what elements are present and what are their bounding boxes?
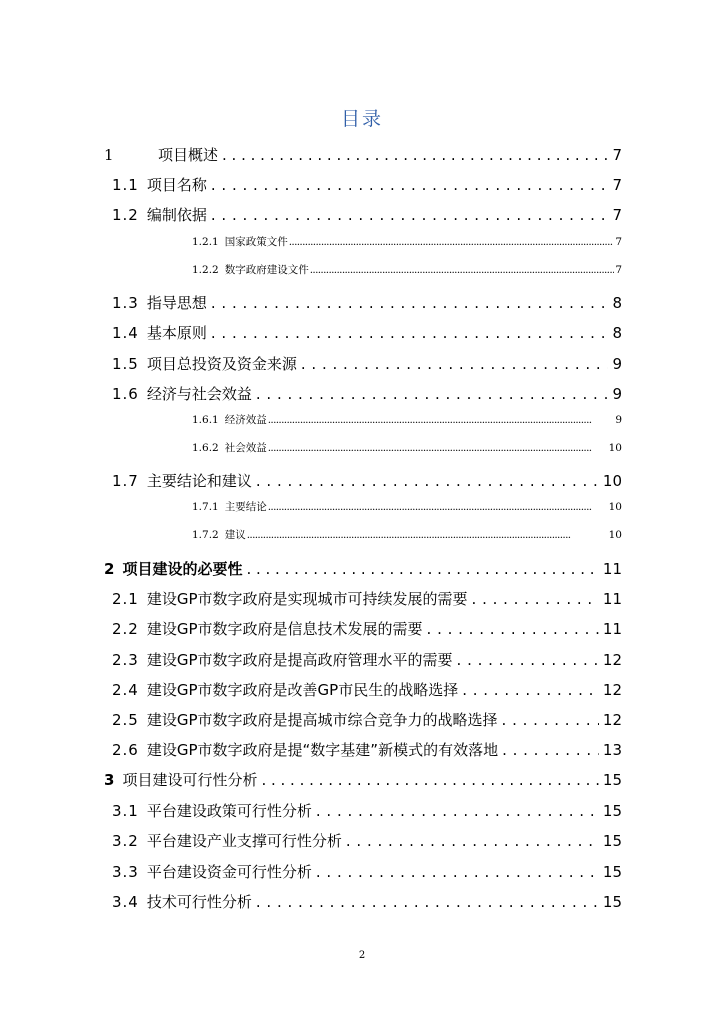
toc-title: 目录 — [340, 108, 383, 130]
toc-entry-title: 社会效益 — [224, 442, 267, 454]
toc-entry-number: 1.3 — [112, 294, 139, 312]
toc-entry-number: 1.6 — [112, 385, 139, 403]
dot-leader — [256, 385, 609, 403]
toc-entry-title: 经济效益 — [224, 414, 267, 426]
toc-entry-number: 2.1 — [112, 590, 139, 608]
dot-leader — [211, 176, 609, 194]
toc-entry-page: 10 — [608, 501, 622, 513]
toc-entry-page: 10 — [602, 472, 622, 490]
toc-entry-title: 项目总投资及资金来源 — [146, 355, 297, 373]
toc-entry[interactable] — [112, 618, 622, 639]
toc-entry-page: 11 — [602, 560, 622, 578]
toc-entry[interactable] — [112, 739, 622, 760]
dot-leader — [246, 560, 598, 578]
toc-entry-title: 建设GP市数字政府是提“数字基建”新模式的有效落地 — [146, 741, 499, 759]
toc-entry-title: 技术可行性分析 — [146, 893, 252, 911]
toc-entry-number: 2.4 — [112, 681, 139, 699]
toc-entry[interactable] — [112, 830, 622, 851]
toc-entry-page: 9 — [615, 414, 622, 426]
toc-entry-number: 3.1 — [112, 802, 139, 820]
toc-entry-number: 1.6.1 — [192, 414, 219, 426]
toc-entry-page: 15 — [602, 893, 622, 911]
toc-entry-number: 1.7.2 — [192, 529, 219, 541]
toc-entry[interactable] — [112, 588, 622, 609]
dot-leader — [268, 442, 608, 454]
toc-entry[interactable] — [112, 204, 622, 225]
toc-entry-page: 8 — [612, 324, 622, 342]
toc-entry[interactable] — [112, 174, 622, 195]
toc-entry-page: 15 — [602, 863, 622, 881]
dot-leader — [346, 832, 599, 850]
toc-entry-page: 7 — [615, 236, 622, 248]
toc-entry-number: 1.4 — [112, 324, 139, 342]
toc-entry-page: 12 — [602, 681, 622, 699]
toc-entry[interactable] — [192, 440, 622, 455]
dot-leader — [256, 472, 599, 490]
toc-entry-title: 编制依据 — [146, 206, 207, 224]
toc-entry-page: 12 — [602, 651, 622, 669]
toc-entry-title: 建设GP市数字政府是改善GP市民生的战略选择 — [146, 681, 459, 699]
toc-entry[interactable] — [192, 234, 622, 249]
toc-entry-number: 1.2 — [112, 206, 139, 224]
toc-entry[interactable] — [192, 412, 622, 427]
dot-leader — [211, 294, 609, 312]
toc-entry-page: 10 — [608, 442, 622, 454]
toc-entry[interactable] — [112, 709, 622, 730]
toc-entry-page: 7 — [615, 264, 622, 276]
toc-entry[interactable] — [112, 383, 622, 404]
toc-entry-title: 项目建设可行性分析 — [122, 771, 258, 789]
toc-entry-title: 建议 — [224, 529, 246, 541]
toc-entry[interactable] — [192, 499, 622, 514]
toc-entry-title: 主要结论和建议 — [146, 472, 252, 490]
toc-entry-page: 11 — [602, 590, 622, 608]
toc-entry-title: 平台建设产业支撑可行性分析 — [146, 832, 342, 850]
toc-entry-number: 2 — [104, 560, 115, 578]
dot-leader — [427, 620, 599, 638]
toc-entry-page: 13 — [602, 741, 622, 759]
toc-entry[interactable] — [112, 800, 622, 821]
toc-entry-page: 15 — [602, 832, 622, 850]
toc-entry-number: 1.7.1 — [192, 501, 219, 513]
toc-entry-page: 7 — [612, 176, 622, 194]
dot-leader — [211, 324, 609, 342]
dot-leader — [301, 355, 609, 373]
toc-entry-title: 项目名称 — [146, 176, 207, 194]
dot-leader — [247, 529, 608, 541]
toc-entry-title: 经济与社会效益 — [146, 385, 252, 403]
toc-entry-number: 1.6.2 — [192, 442, 219, 454]
dot-leader — [462, 681, 599, 699]
toc-entry-title: 指导思想 — [146, 294, 207, 312]
dot-leader — [256, 893, 599, 911]
dot-leader — [502, 741, 599, 759]
toc-entry-title: 项目建设的必要性 — [122, 560, 243, 578]
toc-entry-number: 2.2 — [112, 620, 139, 638]
dot-leader — [457, 651, 599, 669]
toc-entry[interactable] — [192, 527, 622, 542]
toc-entry[interactable] — [112, 891, 622, 912]
toc-entry-title: 建设GP市数字政府是信息技术发展的需要 — [146, 620, 423, 638]
toc-entry-number: 1.2.2 — [192, 264, 219, 276]
toc-entry-page: 15 — [602, 771, 622, 789]
toc-entry-number: 2.3 — [112, 651, 139, 669]
toc-entry[interactable] — [112, 861, 622, 882]
toc-entry-title: 数字政府建设文件 — [224, 264, 309, 276]
toc-entry[interactable] — [112, 322, 622, 343]
toc-entry[interactable] — [104, 769, 622, 790]
toc-entry[interactable] — [192, 262, 622, 277]
toc-entry-title: 基本原则 — [146, 324, 207, 342]
dot-leader — [316, 802, 599, 820]
dot-leader — [289, 236, 615, 248]
dot-leader — [211, 206, 609, 224]
toc-entry[interactable] — [112, 292, 622, 313]
toc-entry-page: 8 — [612, 294, 622, 312]
toc-entry[interactable] — [112, 353, 622, 374]
dot-leader — [316, 863, 599, 881]
page-number: 2 — [358, 950, 366, 961]
dot-leader — [268, 501, 608, 513]
dot-leader — [310, 264, 615, 276]
dot-leader — [502, 711, 599, 729]
toc-entry-number: 3.4 — [112, 893, 139, 911]
toc-entry[interactable] — [104, 144, 622, 165]
toc-entry-title: 平台建设政策可行性分析 — [146, 802, 312, 820]
toc-entry-page: 7 — [612, 146, 622, 164]
toc-entry-page: 11 — [602, 620, 622, 638]
toc-entry-number: 2.5 — [112, 711, 139, 729]
toc-entry-title: 平台建设资金可行性分析 — [146, 863, 312, 881]
toc-entry-number: 2.6 — [112, 741, 139, 759]
toc-entry-page: 9 — [612, 355, 622, 373]
toc-entry-page: 10 — [608, 529, 622, 541]
toc-entry-page: 15 — [602, 802, 622, 820]
toc-entry-number: 1.2.1 — [192, 236, 219, 248]
toc-entry-title: 建设GP市数字政府是提高政府管理水平的需要 — [146, 651, 453, 669]
dot-leader — [261, 771, 598, 789]
toc-entry-number: 1.5 — [112, 355, 139, 373]
dot-leader — [222, 146, 608, 164]
toc-entry-number: 1.7 — [112, 472, 139, 490]
toc-entry-title: 建设GP市数字政府是提高城市综合竞争力的战略选择 — [146, 711, 498, 729]
toc-entry[interactable] — [112, 649, 622, 670]
toc-entry-number: 3 — [104, 771, 115, 789]
toc-entry-title: 主要结论 — [224, 501, 267, 513]
dot-leader — [472, 590, 599, 608]
toc-entry[interactable] — [112, 470, 622, 491]
toc-entry-page: 12 — [602, 711, 622, 729]
toc-entry-page: 7 — [612, 206, 622, 224]
toc-entry[interactable] — [112, 679, 622, 700]
toc-entry-number: 1 — [104, 146, 114, 164]
toc-entry-title: 建设GP市数字政府是实现城市可持续发展的需要 — [146, 590, 468, 608]
toc-entry-number: 1.1 — [112, 176, 139, 194]
toc-entry-title: 国家政策文件 — [224, 236, 288, 248]
toc-entry-number: 3.3 — [112, 863, 139, 881]
toc-entry-number: 3.2 — [112, 832, 139, 850]
toc-entry-title: 项目概述 — [158, 146, 219, 164]
toc-entry-page: 9 — [612, 385, 622, 403]
dot-leader — [268, 414, 615, 426]
toc-entry[interactable] — [104, 558, 622, 579]
